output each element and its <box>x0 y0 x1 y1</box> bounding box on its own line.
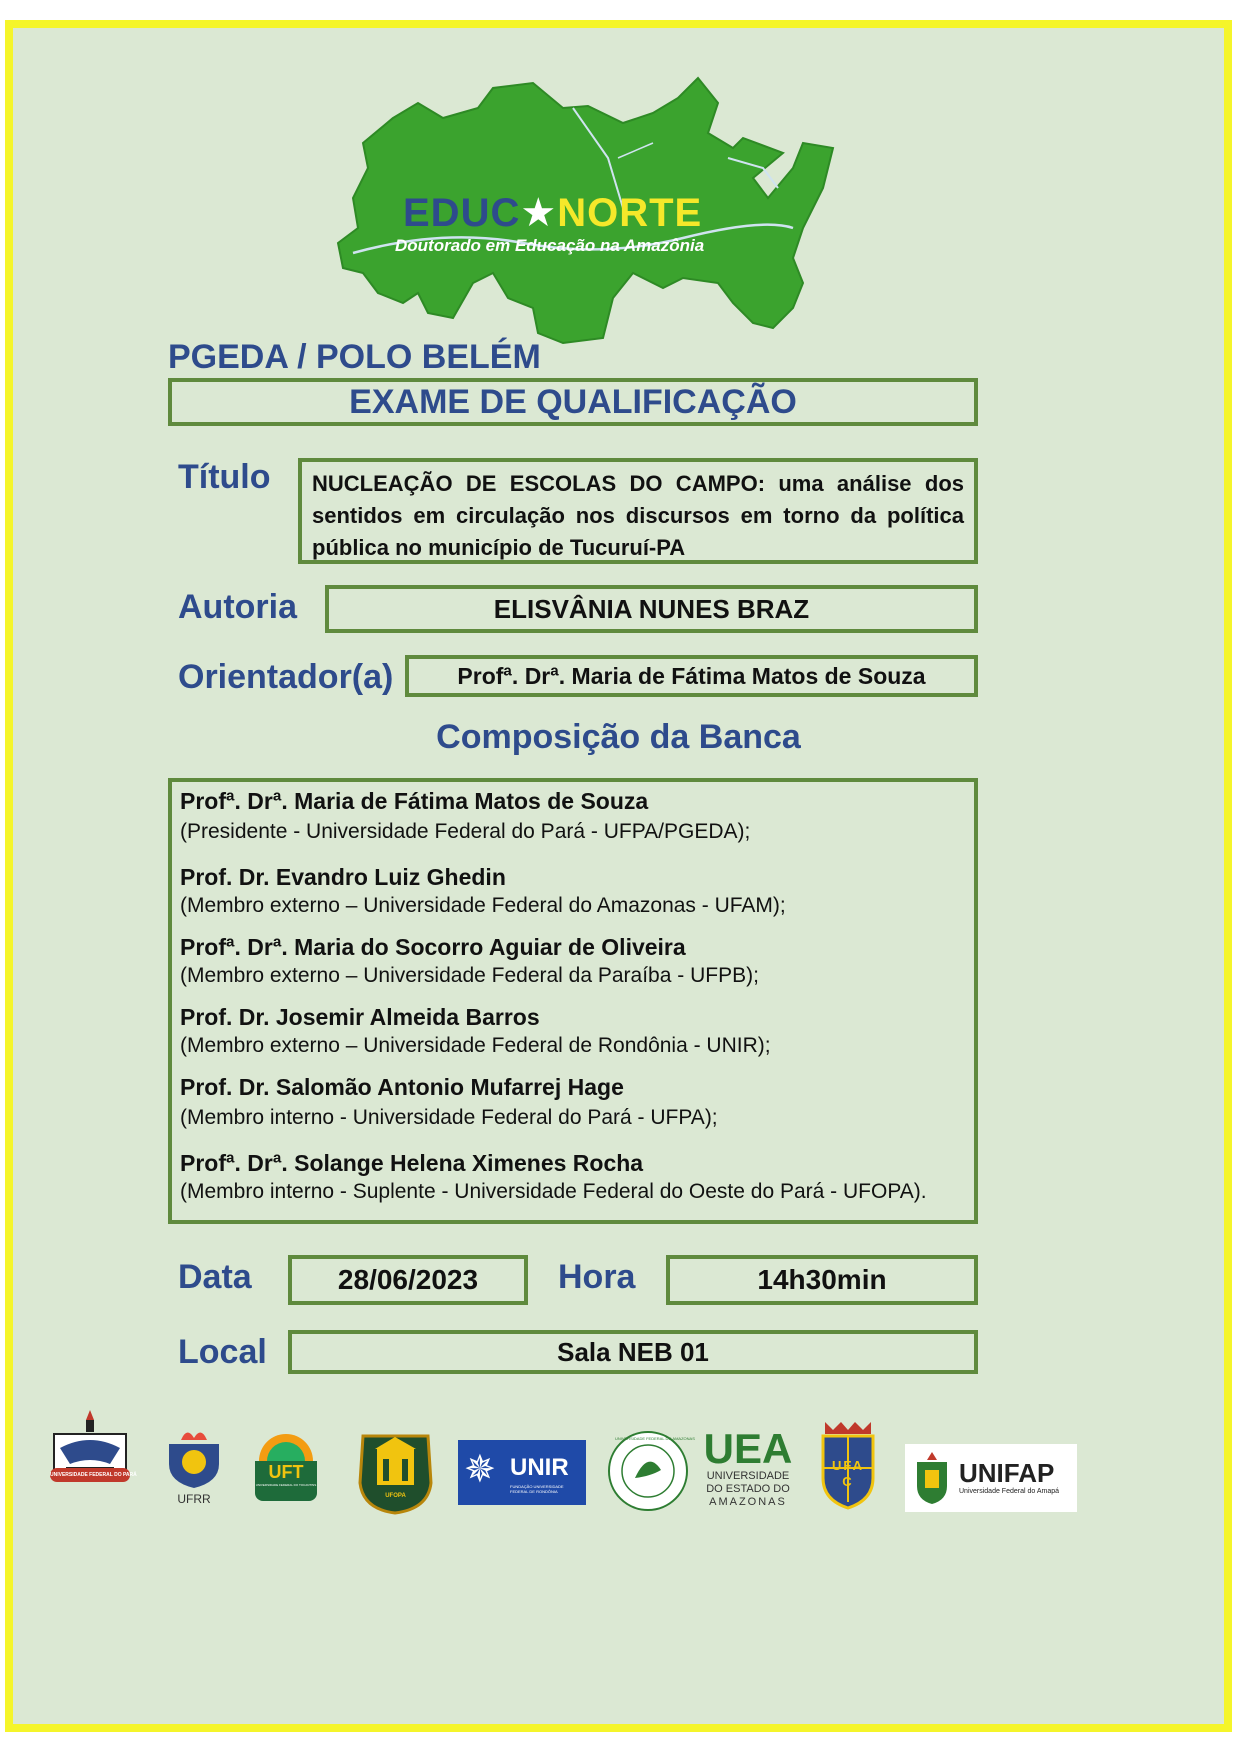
ufopa-crest-icon <box>353 1421 438 1516</box>
unifap-crest-icon <box>911 1450 953 1506</box>
banca-member <box>180 786 966 848</box>
ufrr-label: UFRR <box>177 1492 211 1506</box>
autoria-box <box>325 585 978 633</box>
member-name: Profª. Drª. Solange Helena Ximenes Rocha <box>180 1150 644 1176</box>
member-role: (Presidente - Universidade Federal do Pará - UFPA/PGEDA); <box>180 820 751 843</box>
logo-brand <box>403 190 803 236</box>
uea-subtitle-3: AMAZONAS <box>709 1496 787 1508</box>
uft-logo <box>251 1421 321 1511</box>
member-role: (Membro interno - Universidade Federal do Pará - UFPA); <box>180 1106 718 1129</box>
titulo-value: NUCLEAÇÃO DE ESCOLAS DO CAMPO: uma análise dos sentidos em circulação nos discursos em torno da política pública no município de Tucuruí-PA <box>312 471 964 560</box>
logo-brand-right: NORTE <box>557 191 703 235</box>
member-name: Prof. Dr. Evandro Luiz Ghedin <box>180 864 506 890</box>
ufpa-label: UNIVERSIDADE FEDERAL DO PARÁ <box>50 1468 130 1482</box>
banca-heading: Composição da Banca <box>436 718 801 756</box>
banca-member <box>180 862 966 920</box>
titulo-box <box>298 458 978 564</box>
data-value: 28/06/2023 <box>337 1264 479 1295</box>
uft-subtitle: UNIVERSIDADE FEDERAL DO TOCANTINS <box>255 1483 317 1487</box>
unir-label: UNIR <box>510 1454 569 1481</box>
autoria-label: Autoria <box>178 588 297 626</box>
hora-value: 14h30min <box>757 1264 887 1295</box>
exam-title-box <box>168 378 978 426</box>
ufac-logo <box>813 1418 883 1513</box>
unifap-label: UNIFAP <box>959 1458 1055 1488</box>
ufam-logo <box>607 1430 695 1512</box>
hora-label: Hora <box>558 1258 636 1296</box>
banca-member <box>180 1002 966 1060</box>
local-value: Sala NEB 01 <box>557 1336 709 1367</box>
unifap-logo <box>905 1444 1077 1512</box>
orientador-value: Profª. Drª. Maria de Fátima Matos de Souza <box>457 662 926 689</box>
member-name: Prof. Dr. Josemir Almeida Barros <box>180 1004 540 1030</box>
titulo-label: Título <box>178 458 271 496</box>
star-icon: ★ <box>520 191 558 235</box>
banca-box <box>168 778 978 1224</box>
member-role: (Membro interno - Suplente - Universidade Federal do Oeste do Pará - UFOPA). <box>180 1180 927 1203</box>
banca-member <box>180 1072 966 1134</box>
ufopa-label: UFOPA <box>385 1493 406 1499</box>
unir-star-icon: ✵ <box>464 1449 496 1491</box>
data-label: Data <box>178 1258 252 1296</box>
autoria-value: ELISVÂNIA NUNES BRAZ <box>493 593 810 624</box>
program-title: PGEDA / POLO BELÉM <box>168 338 541 376</box>
member-role: (Membro externo – Universidade Federal de Rondônia - UNIR); <box>180 1034 771 1057</box>
member-name: Prof. Dr. Salomão Antonio Mufarrej Hage <box>180 1074 624 1100</box>
banca-member <box>180 1148 966 1206</box>
local-box <box>288 1330 978 1374</box>
uea-subtitle-2: DO ESTADO DO <box>706 1483 790 1495</box>
orientador-label: Orientador(a) <box>178 658 394 696</box>
ufopa-logo <box>353 1421 438 1516</box>
ufrr-shield-icon <box>161 1426 227 1488</box>
member-name: Profª. Drª. Maria do Socorro Aguiar de Oliveira <box>180 934 686 960</box>
orientador-box <box>405 655 978 697</box>
uft-text: UFT <box>268 1462 304 1482</box>
uft-label <box>255 1461 317 1501</box>
uea-logo <box>703 1425 793 1513</box>
logo-tagline: Doutorado em Educação na Amazônia <box>395 236 705 255</box>
poster <box>5 20 1232 1732</box>
member-name: Profª. Drª. Maria de Fátima Matos de Souza <box>180 788 649 814</box>
uea-subtitle-1: UNIVERSIDADE <box>706 1470 790 1482</box>
uft-sun-icon <box>251 1421 321 1461</box>
ufpa-logo <box>48 1408 137 1503</box>
unifap-subtitle: Universidade Federal do Amapá <box>959 1488 1060 1495</box>
ufam-seal-icon <box>607 1430 695 1512</box>
ufac-label: UFAC <box>832 1458 864 1489</box>
data-box <box>288 1255 528 1305</box>
banca-member <box>180 932 966 990</box>
member-role: (Membro externo – Universidade Federal da Paraíba - UFPB); <box>180 964 759 987</box>
ufpa-seal-icon <box>48 1408 133 1503</box>
exam-title: EXAME DE QUALIFICAÇÃO <box>349 382 797 421</box>
local-label: Local <box>178 1333 267 1371</box>
ufam-label: UNIVERSIDADE FEDERAL DO AMAZONAS <box>615 1436 695 1441</box>
member-role: (Membro externo – Universidade Federal do Amazonas - UFAM); <box>180 894 786 917</box>
uea-label: UEA <box>703 1425 793 1472</box>
ufrr-logo <box>161 1426 227 1511</box>
unir-logo <box>458 1440 586 1505</box>
hora-box <box>666 1255 978 1305</box>
unir-subtitle: FUNDAÇÃO UNIVERSIDADE FEDERAL DE RONDÔNIA <box>510 1484 564 1494</box>
logo-brand-left: EDUC <box>403 191 521 235</box>
educanorte-logo <box>323 68 883 348</box>
